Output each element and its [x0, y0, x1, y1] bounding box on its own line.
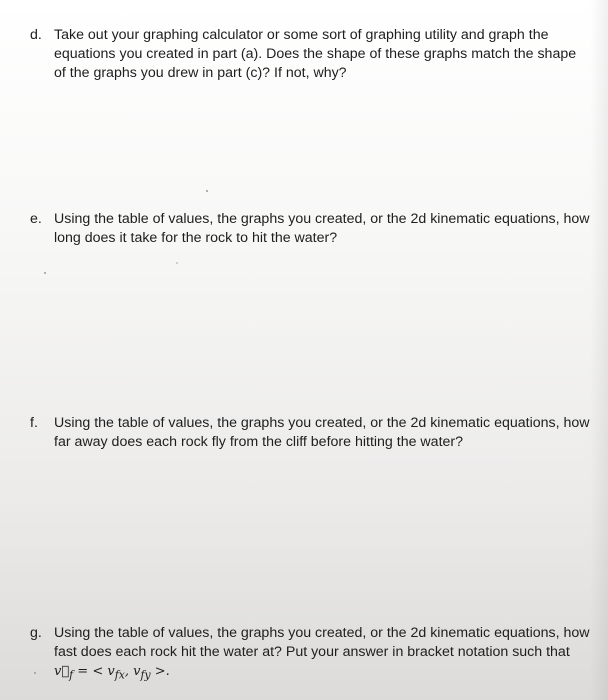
math-vf-symbol: v⃗	[54, 664, 70, 679]
question-f	[30, 414, 590, 452]
math-vfx-subscript: fx	[114, 668, 125, 682]
question-e-text: Using the table of values, the graphs you created, or the 2d kinematic equations, how long does it take for the rock to hit the water?	[54, 211, 590, 246]
question-g-body	[54, 624, 590, 685]
math-vfx-symbol: v	[107, 664, 115, 679]
question-g-text: Using the table of values, the graphs you created, or the 2d kinematic equations, how fast does each rock hit the water at? Put your answer in bracket notation such that	[54, 625, 590, 660]
math-equals: = <	[73, 664, 108, 679]
paper-speck	[176, 262, 178, 264]
question-d-text: Take out your graphing calculator or some sort of graphing utility and graph the equations you created in part (a). Does the shape of these graphs match the shape of the graphs you drew in part (c)? If not, why?	[54, 27, 577, 81]
math-vfy-subscript: fy	[140, 668, 151, 682]
page-edge-shadow	[590, 0, 608, 700]
question-g-letter: g.	[30, 625, 42, 641]
math-vf-subscript: f	[69, 668, 74, 682]
math-close: >.	[150, 664, 170, 679]
question-f-letter: f.	[30, 415, 38, 431]
paper-speck	[34, 672, 36, 674]
question-e	[30, 210, 590, 248]
paper-speck	[206, 190, 208, 192]
question-d-letter: d.	[30, 27, 42, 43]
paper-speck	[44, 272, 46, 274]
velocity-bracket-notation	[54, 664, 170, 682]
question-g	[30, 624, 590, 685]
math-vfy-symbol: v	[133, 664, 141, 679]
question-e-letter: e.	[30, 211, 42, 227]
question-f-text: Using the table of values, the graphs you created, or the 2d kinematic equations, how far away does each rock fly from the cliff before hitting the water?	[54, 415, 590, 450]
math-separator: ,	[124, 664, 134, 679]
question-d	[30, 26, 590, 83]
